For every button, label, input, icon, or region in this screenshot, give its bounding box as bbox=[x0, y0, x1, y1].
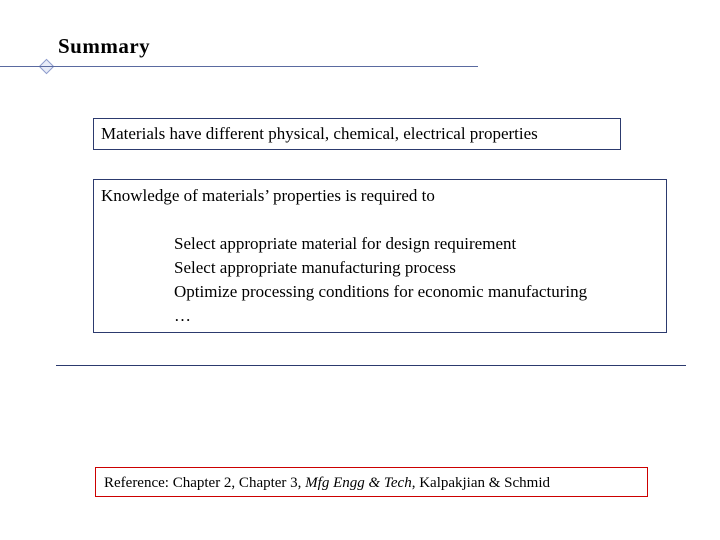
properties-box bbox=[93, 118, 621, 150]
knowledge-intro: Knowledge of materials’ properties is required to bbox=[101, 186, 435, 205]
knowledge-item: Select appropriate material for design requirement bbox=[174, 234, 517, 253]
reference-suffix: , Kalpakjian & Schmid bbox=[411, 475, 551, 491]
reference-prefix: Reference: Chapter 2, Chapter 3, bbox=[104, 475, 306, 491]
title-underline bbox=[0, 66, 478, 67]
reference-box bbox=[95, 467, 648, 497]
knowledge-list bbox=[174, 232, 587, 328]
knowledge-item: Select appropriate manufacturing process bbox=[174, 258, 456, 277]
knowledge-box bbox=[93, 179, 667, 333]
reference-book-title: Mfg Engg & Tech bbox=[305, 475, 412, 491]
slide-title: Summary bbox=[58, 34, 151, 58]
knowledge-item: Optimize processing conditions for economic manufacturing bbox=[174, 282, 588, 301]
properties-text: Materials have different physical, chemical, electrical properties bbox=[101, 124, 538, 143]
knowledge-item: … bbox=[174, 306, 191, 325]
section-divider bbox=[56, 365, 686, 366]
